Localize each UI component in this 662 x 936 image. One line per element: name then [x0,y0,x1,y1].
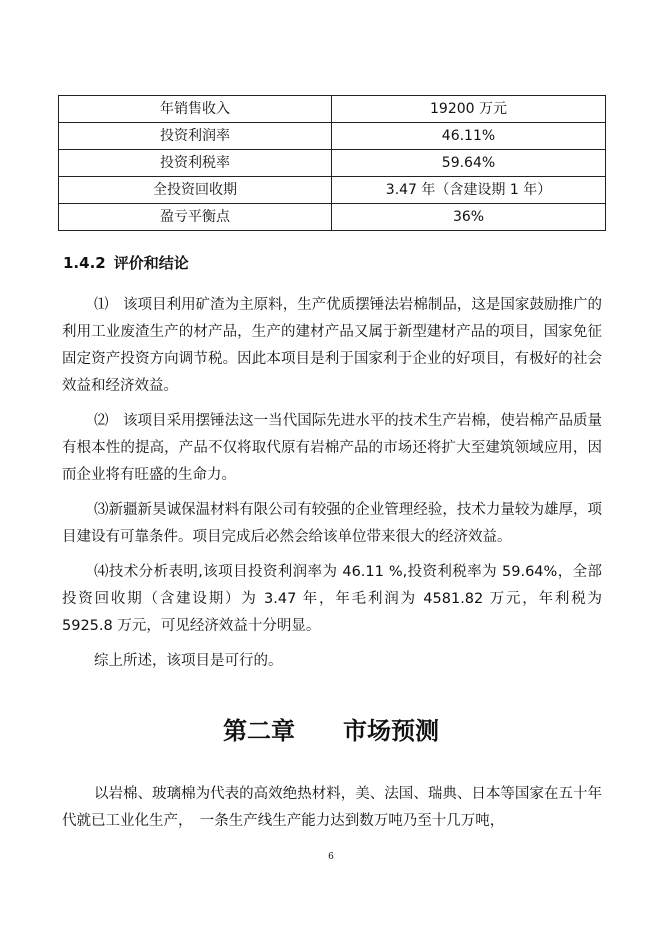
table-cell-label: 投资利润率 [59,123,332,150]
paragraph-4: ⑷技术分析表明,该项目投资利润率为 46.11 %,投资利税率为 59.64%，全部投资回收期（含建设期）为 3.47 年，年毛利润为 4581.82 万元，年利税为 5925.8 万元，可见经济效益十分明显。 [62,564,602,634]
intro-paragraph: 以岩棉、玻璃棉为代表的高效绝热材料，美、法国、瑞典、日本等国家在五十年代就已工业化生产， 一条生产线生产能力达到数万吨乃至十几万吨， [62,786,602,829]
section-title: 评价和结论 [113,254,189,272]
table-row [59,123,606,150]
table-cell-value: 46.11% [332,123,606,150]
section-number: 1.4.2 [63,254,106,272]
table-cell-label: 全投资回收期 [59,177,332,204]
table-cell-label: 投资利税率 [59,150,332,177]
section-heading [63,252,189,274]
table-cell-value: 59.64% [332,150,606,177]
table-cell-value: 3.47 年（含建设期 1 年） [332,177,606,204]
chapter-number: 第二章 [223,717,295,745]
table-row [59,204,606,231]
table-cell-label: 盈亏平衡点 [59,204,332,231]
page-number: 6 [328,852,334,862]
paragraph-2: ⑵ 该项目采用摆锤法这一当代国际先进水平的技术生产岩棉，使岩棉产品质量有根本性的提高，产品不仅将取代原有岩棉产品的市场还将扩大至建筑领域应用，因而企业将有旺盛的生命力。 [62,413,602,483]
paragraph-1: ⑴ 该项目利用矿渣为主原料，生产优质摆锤法岩棉制品，这是国家鼓励推广的利用工业废渣生产的材产品，生产的建材产品又属于新型建材产品的项目，国家免征固定资产投资方向调节税。因此本项目是利于国家利于企业的好项目，有极好的社会效益和经济效益。 [62,297,602,394]
paragraph-conclusion: 综上所述，该项目是可行的。 [94,653,283,669]
table-row [59,96,606,123]
table-cell-value: 19200 万元 [332,96,606,123]
table-cell-value: 36% [332,204,606,231]
table-cell-label: 年销售收入 [59,96,332,123]
table-row [59,177,606,204]
chapter-title [0,713,662,749]
paragraph-3: ⑶新疆新昊诚保温材料有限公司有较强的企业管理经验，技术力量较为雄厚，项目建设有可靠条件。项目完成后必然会给该单位带来很大的经济效益。 [62,502,602,545]
chapter-name: 市场预测 [343,717,439,745]
metrics-table [58,95,606,231]
table-row [59,150,606,177]
